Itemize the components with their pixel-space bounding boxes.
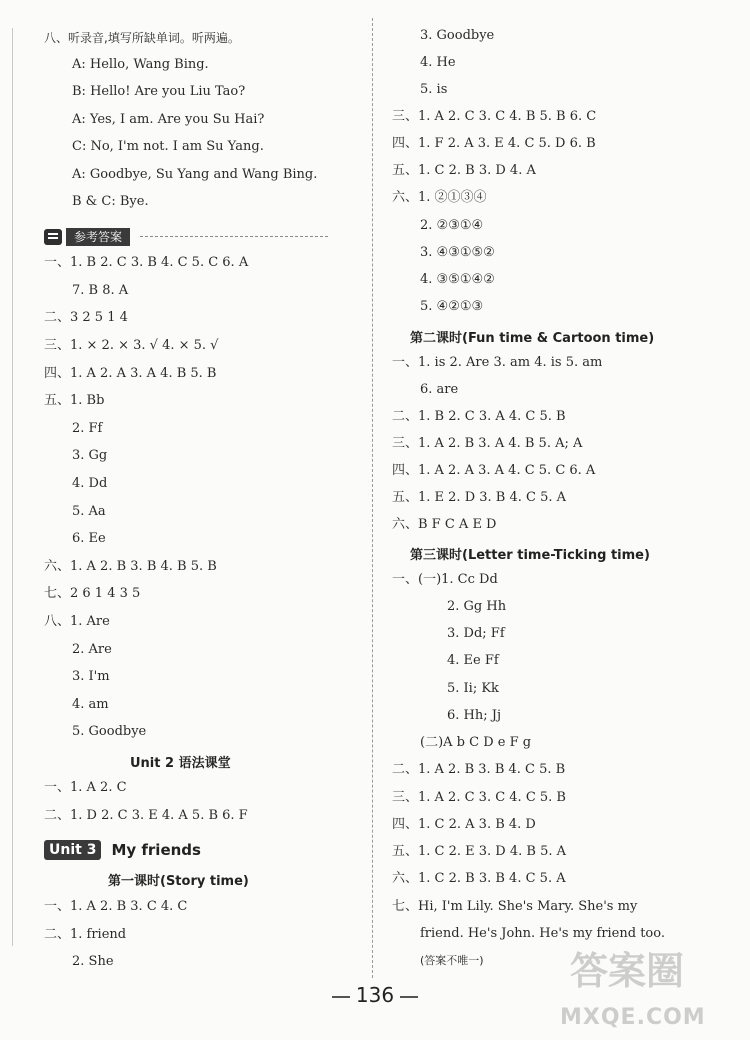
answer-line: 七、2 6 1 4 3 5 [44, 586, 141, 601]
answer-line: 5. is [420, 82, 448, 97]
answer-line: 六、1. C 2. B 3. B 4. C 5. A [392, 871, 566, 886]
answer-line: 四、1. C 2. A 3. B 4. D [392, 817, 536, 832]
answer-line: 三、1. A 2. B 3. A 4. B 5. A; A [392, 436, 583, 451]
dialogue-line: A: Goodbye, Su Yang and Wang Bing. [72, 167, 318, 182]
answer-line: 2. She [72, 954, 114, 969]
unit3-title: My friends [111, 841, 201, 859]
dialogue-line: B & C: Bye. [72, 194, 149, 209]
answer-line: 六、1. A 2. B 3. B 4. B 5. B [44, 559, 217, 574]
answer-line: (二)A b C D e F g [420, 735, 532, 750]
dialogue-line: C: No, I'm not. I am Su Yang. [72, 139, 264, 154]
answer-line: 四、1. A 2. A 3. A 4. C 5. C 6. A [392, 463, 596, 478]
answer-line: 3. Goodbye [420, 28, 495, 43]
answer-key-banner [44, 228, 130, 246]
answer-line: 五、1. E 2. D 3. B 4. C 5. A [392, 490, 567, 505]
answer-line: 4. Ee Ff [447, 653, 499, 668]
answer-line: 二、1. B 2. C 3. A 4. C 5. B [392, 409, 566, 424]
answer-line: 一、1. A 2. B 3. C 4. C [44, 899, 188, 914]
answer-line: 2. Are [72, 642, 112, 657]
answer-line: 六、1. ②①③④ [392, 190, 487, 205]
dialogue-line: A: Hello, Wang Bing. [72, 57, 209, 72]
answer-line: 4. am [72, 697, 109, 712]
answer-line: 二、3 2 5 1 4 [44, 310, 128, 325]
answer-key-divider [140, 236, 328, 237]
unit3-header [44, 840, 201, 860]
answer-line: 四、1. F 2. A 3. E 4. C 5. D 6. B [392, 136, 596, 151]
answer-line: 二、1. friend [44, 927, 127, 942]
answer-line: 5. ④②①③ [420, 299, 484, 314]
dialogue-line: A: Yes, I am. Are you Su Hai? [72, 112, 265, 127]
answer-line: 二、1. A 2. B 3. B 4. C 5. B [392, 762, 566, 777]
answer-line: 一、(一)1. Cc Dd [392, 572, 498, 587]
answer-line: 六、B F C A E D [392, 517, 497, 532]
answer-line: 5. Ii; Kk [447, 681, 499, 696]
answer-line: 5. Aa [72, 504, 106, 519]
answer-line: 三、1. A 2. C 3. C 4. C 5. B [392, 790, 566, 805]
section-8-title: 八、听录音,填写所缺单词。听两遍。 [44, 31, 240, 45]
left-margin-rule [12, 28, 13, 946]
answer-line: 3. ④③①⑤② [420, 245, 495, 260]
answer-line: 四、1. A 2. A 3. A 4. B 5. B [44, 366, 217, 381]
answer-line: 4. ③⑤①④② [420, 272, 495, 287]
answer-line: 2. ②③①④ [420, 218, 484, 233]
answer-line: 6. Hh; Jj [447, 708, 501, 723]
unit3-badge: Unit 3 [44, 840, 101, 860]
answer-line: 7. B 8. A [72, 283, 129, 298]
answer-line: 5. Goodbye [72, 724, 147, 739]
answer-line: friend. He's John. He's my friend too. [420, 926, 665, 941]
answer-line: 五、1. C 2. E 3. D 4. B 5. A [392, 844, 567, 859]
column-divider [372, 18, 373, 978]
lesson3-heading: 第三课时(Letter time-Ticking time) [410, 548, 650, 563]
answer-line: 三、1. A 2. C 3. C 4. B 5. B 6. C [392, 109, 597, 124]
answer-line: 二、1. D 2. C 3. E 4. A 5. B 6. F [44, 808, 248, 823]
answer-line: 2. Gg Hh [447, 599, 507, 614]
answer-line: 五、1. C 2. B 3. D 4. A [392, 163, 536, 178]
watermark-url: MXQE.COM [560, 1005, 706, 1030]
lesson1-heading: 第一课时(Story time) [108, 874, 249, 889]
dialogue-line: B: Hello! Are you Liu Tao? [72, 84, 246, 99]
answer-line: 八、1. Are [44, 614, 110, 629]
book-icon [44, 229, 62, 245]
watermark-logo: 答案圈 [570, 949, 685, 993]
lesson2-heading: 第二课时(Fun time & Cartoon time) [410, 331, 655, 346]
answer-line: 4. Dd [72, 476, 108, 491]
answer-line: 2. Ff [72, 421, 103, 436]
page-number: 136 [0, 983, 750, 1007]
answer-line: 6. Ee [72, 531, 106, 546]
answer-line: 3. Dd; Ff [447, 626, 505, 641]
answer-line: 3. Gg [72, 448, 108, 463]
answer-note: (答案不唯一) [420, 954, 484, 967]
answer-line: 七、Hi, I'm Lily. She's Mary. She's my [392, 899, 638, 914]
unit2-grammar-heading: Unit 2 语法课堂 [130, 756, 231, 771]
answer-line: 4. He [420, 55, 456, 70]
answer-key-label: 参考答案 [66, 228, 130, 246]
answer-line: 3. I'm [72, 669, 110, 684]
answer-line: 三、1. × 2. × 3. √ 4. × 5. √ [44, 338, 219, 353]
answer-line: 五、1. Bb [44, 393, 105, 408]
answer-line: 6. are [420, 382, 459, 397]
answer-line: 一、1. is 2. Are 3. am 4. is 5. am [392, 355, 603, 370]
answer-line: 一、1. A 2. C [44, 780, 127, 795]
answer-line: 一、1. B 2. C 3. B 4. C 5. C 6. A [44, 255, 249, 270]
